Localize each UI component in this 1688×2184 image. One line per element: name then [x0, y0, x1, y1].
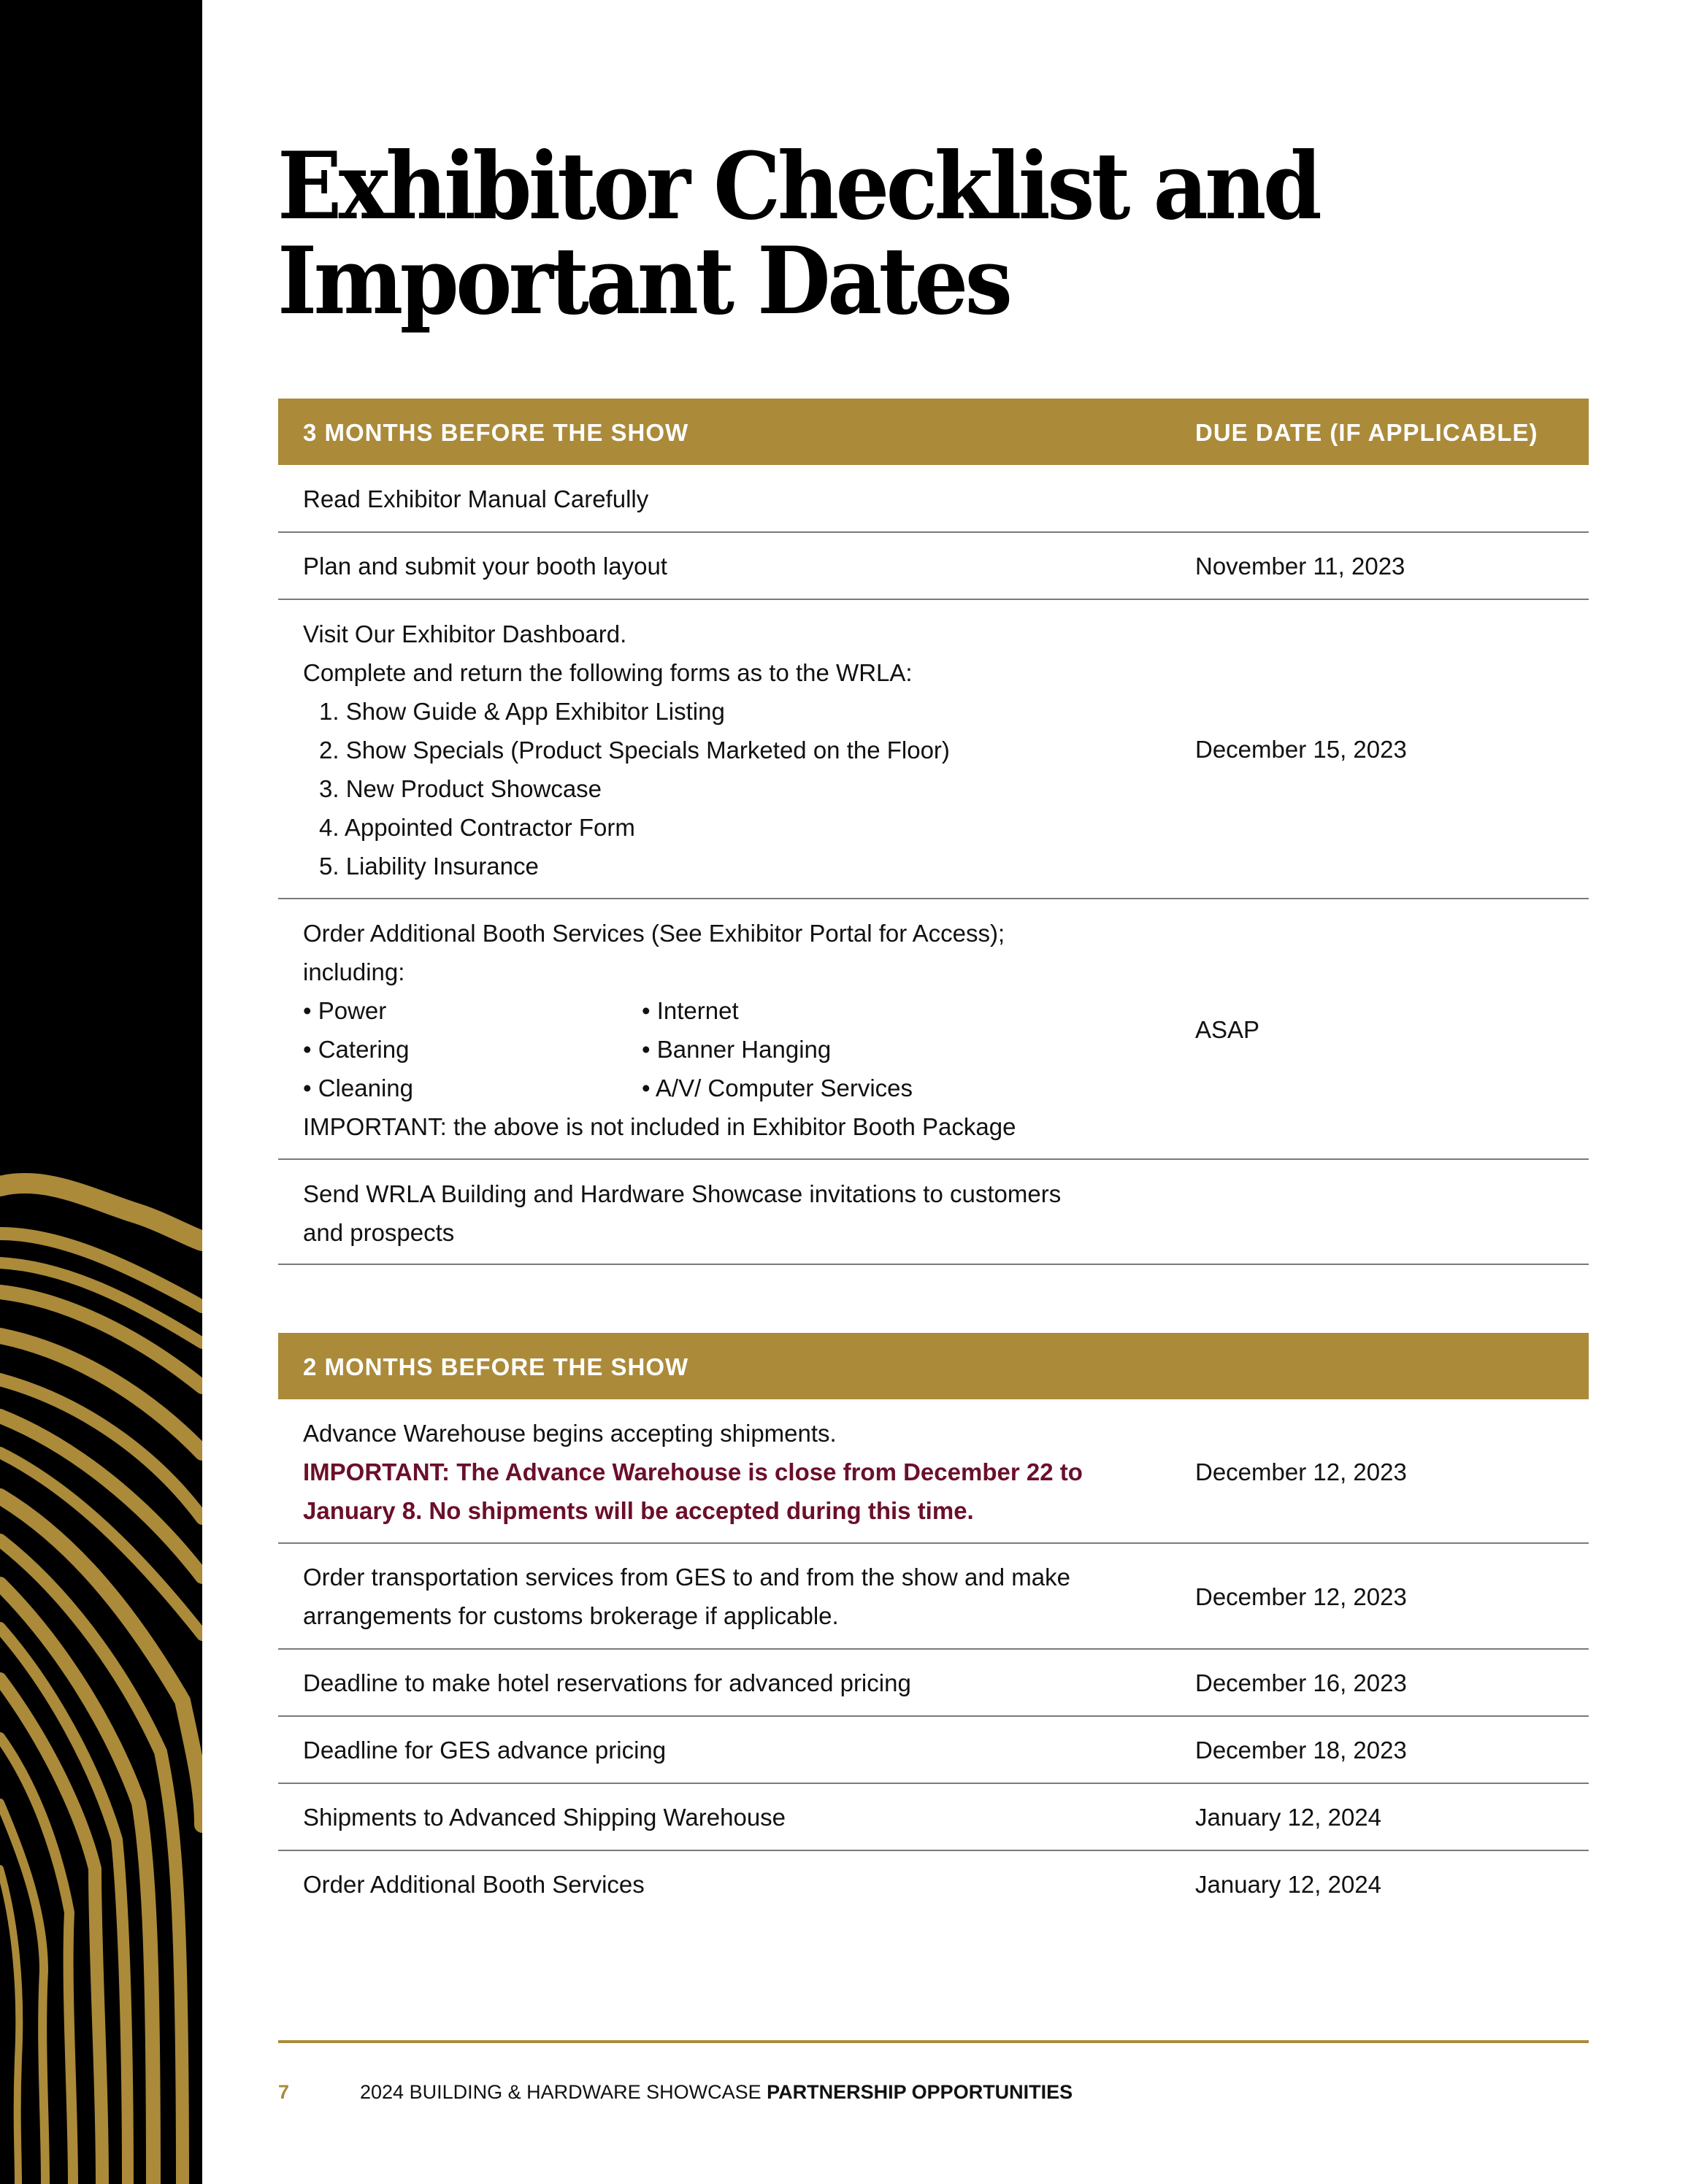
table-row [278, 1399, 1589, 1544]
due-date: ASAP [1195, 1016, 1260, 1043]
form-list-item: 3. New Product Showcase [319, 775, 602, 802]
form-list-item: 2. Show Specials (Product Specials Marketed on the Floor) [319, 737, 950, 764]
section-header-label: 2 MONTHS BEFORE THE SHOW [303, 1353, 689, 1380]
important-warning: IMPORTANT: The Advance Warehouse is close from December 22 to [303, 1458, 1083, 1485]
due-date: December 12, 2023 [1195, 1458, 1407, 1485]
page-title [277, 132, 1319, 335]
wood-grain-icon [0, 0, 202, 2184]
task-line: and prospects [303, 1219, 455, 1246]
task-text [303, 1558, 1150, 1635]
service-bullet: • Banner Hanging [642, 1036, 832, 1063]
section-3-months [278, 399, 1589, 1265]
task-text [303, 1174, 1150, 1252]
due-date: November 11, 2023 [1195, 553, 1405, 580]
table-row [278, 1650, 1589, 1717]
task-text: Shipments to Advanced Shipping Warehouse [303, 1804, 786, 1831]
table-row [278, 533, 1589, 600]
service-bullet: • Power [303, 997, 387, 1024]
task-line: arrangements for customs brokerage if applicable. [303, 1602, 839, 1629]
table-row [278, 1784, 1589, 1851]
task-line: Complete and return the following forms as to the WRLA: [303, 659, 913, 686]
form-list-item: 5. Liability Insurance [319, 853, 539, 880]
table-row [278, 1544, 1589, 1650]
due-date: December 18, 2023 [1195, 1737, 1407, 1764]
section-header-label: 3 MONTHS BEFORE THE SHOW [303, 419, 689, 446]
task-text: Order Additional Booth Services [303, 1871, 645, 1898]
due-date: January 12, 2024 [1195, 1804, 1382, 1831]
task-text: Plan and submit your booth layout [303, 553, 667, 580]
section-2-months [278, 1333, 1589, 1918]
due-date-header: DUE DATE (IF APPLICABLE) [1195, 419, 1538, 446]
important-note: IMPORTANT: the above is not included in Exhibitor Booth Package [303, 1113, 1016, 1140]
title-line-2: Important Dates [277, 227, 1010, 335]
decorative-wood-grain-strip [0, 0, 202, 2184]
title-line-1: Exhibitor Checklist and [277, 132, 1319, 240]
page-footer [278, 2081, 1073, 2104]
services-bullet-row [303, 1069, 1150, 1107]
footer-divider [278, 2040, 1589, 2043]
footer-section-title: PARTNERSHIP OPPORTUNITIES [767, 2081, 1073, 2103]
due-date: December 15, 2023 [1195, 736, 1407, 763]
task-text [303, 1414, 1150, 1530]
table-row [278, 600, 1589, 899]
service-bullet: • A/V/ Computer Services [642, 1074, 913, 1101]
services-bullet-row [303, 1030, 1150, 1069]
form-list-item: 1. Show Guide & App Exhibitor Listing [319, 698, 725, 725]
task-text [303, 914, 1150, 1146]
table-row [278, 1851, 1589, 1918]
due-date: December 16, 2023 [1195, 1669, 1407, 1696]
services-bullet-row [303, 991, 1150, 1030]
task-line: including: [303, 958, 405, 985]
service-bullet: • Catering [303, 1036, 410, 1063]
task-text [303, 615, 1150, 885]
form-list-item: 4. Appointed Contractor Form [319, 814, 635, 841]
table-row [278, 465, 1589, 533]
task-line: Order Additional Booth Services (See Exhibitor Portal for Access); [303, 920, 1005, 947]
service-bullet: • Cleaning [303, 1074, 413, 1101]
task-line: Send WRLA Building and Hardware Showcase invitations to customers [303, 1180, 1062, 1207]
task-text: Read Exhibitor Manual Carefully [303, 485, 649, 512]
footer-publication-title: 2024 BUILDING & HARDWARE SHOWCASE [360, 2081, 761, 2103]
task-text: Deadline for GES advance pricing [303, 1737, 667, 1764]
table-row [278, 899, 1589, 1160]
page-number: 7 [278, 2081, 290, 2103]
service-bullet: • Internet [642, 997, 739, 1024]
due-date: December 12, 2023 [1195, 1583, 1407, 1610]
task-line: Order transportation services from GES to and from the show and make [303, 1564, 1070, 1591]
section-header-bar [278, 1333, 1589, 1399]
due-date: January 12, 2024 [1195, 1871, 1382, 1898]
section-header-bar [278, 399, 1589, 465]
important-warning: January 8. No shipments will be accepted during this time. [303, 1497, 974, 1524]
table-row [278, 1717, 1589, 1784]
task-text: Deadline to make hotel reservations for advanced pricing [303, 1669, 911, 1696]
task-line: Visit Our Exhibitor Dashboard. [303, 620, 627, 647]
table-row [278, 1160, 1589, 1265]
task-line: Advance Warehouse begins accepting shipments. [303, 1420, 837, 1447]
